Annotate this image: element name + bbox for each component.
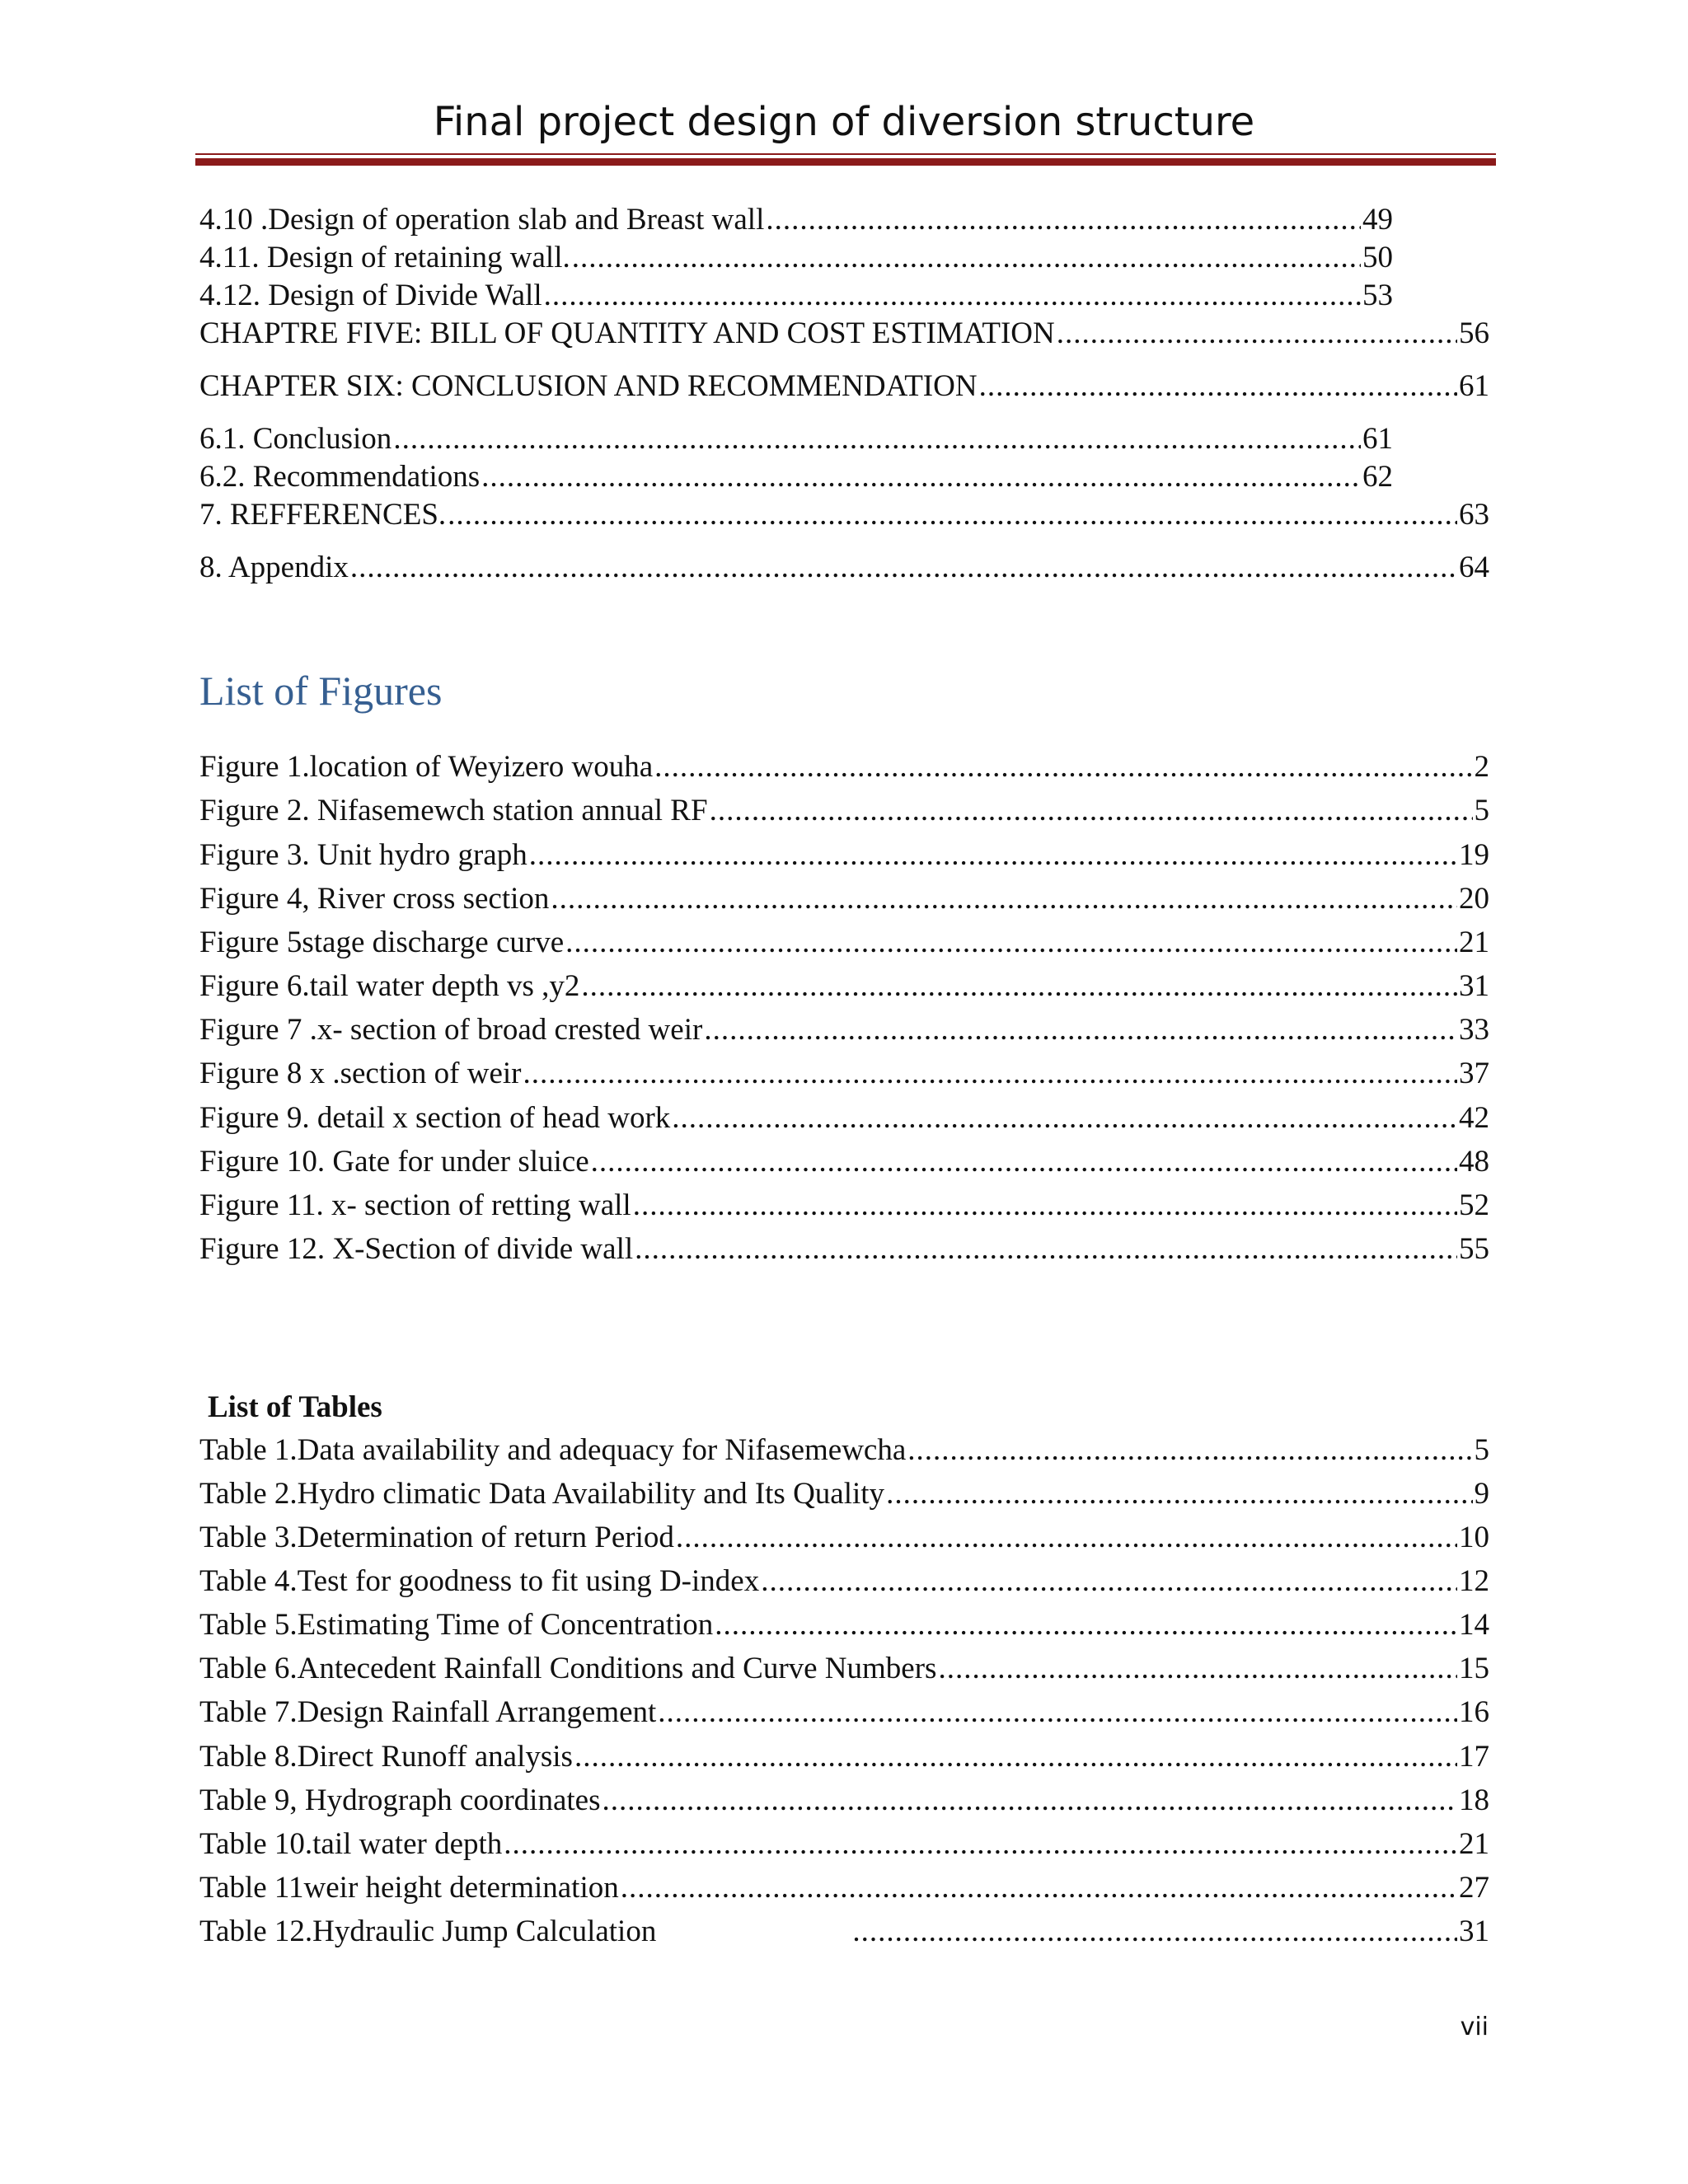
figure-entry-title: Figure 12. X-Section of divide wall xyxy=(199,1232,634,1266)
figure-entry-page: 5 xyxy=(1474,794,1489,827)
figure-entry[interactable] xyxy=(199,792,1489,830)
table-entry[interactable] xyxy=(199,1913,1489,1951)
table-entry-title: Table 6.Antecedent Rainfall Conditions and Curve Numbers xyxy=(199,1652,937,1685)
toc-entry[interactable] xyxy=(199,315,1489,353)
figure-entry[interactable] xyxy=(199,1055,1489,1093)
toc-entry-page: 50 xyxy=(1362,241,1393,274)
figure-entry-title: Figure 9. detail x section of head work xyxy=(199,1101,671,1135)
toc-entry[interactable] xyxy=(199,201,1393,239)
figure-entry-title: Figure 7 .x- section of broad crested weir xyxy=(199,1013,703,1047)
figure-entry-page: 21 xyxy=(1459,926,1489,959)
dot-leader xyxy=(715,1606,1457,1644)
toc-entry-page: 61 xyxy=(1459,369,1489,403)
table-entry-title: Table 4.Test for goodness to fit using D-index xyxy=(199,1564,760,1598)
dot-leader xyxy=(633,1187,1457,1225)
dot-leader xyxy=(393,420,1361,458)
table-entry-page: 12 xyxy=(1459,1564,1489,1598)
toc-entry-page: 63 xyxy=(1459,498,1489,532)
table-entry-title: Table 10.tail water depth xyxy=(199,1827,503,1861)
figure-entry-page: 2 xyxy=(1474,750,1489,784)
toc-entry[interactable] xyxy=(199,549,1489,587)
figure-entry[interactable] xyxy=(199,924,1489,962)
toc-entry[interactable] xyxy=(199,458,1393,496)
dot-leader xyxy=(907,1432,1472,1469)
dot-leader xyxy=(529,837,1457,874)
figure-entry[interactable] xyxy=(199,1011,1489,1049)
dot-leader xyxy=(523,1055,1457,1093)
toc-entry-page: 53 xyxy=(1362,279,1393,312)
table-entry-title: Table 1.Data availability and adequacy for Nifasemewcha xyxy=(199,1433,907,1467)
toc-entry-title: 4.11. Design of retaining wall. xyxy=(199,241,570,274)
page-number: vii xyxy=(1460,2013,1489,2041)
header-rule-thin xyxy=(195,153,1496,155)
table-entry-title: Table 11weir height determination xyxy=(199,1871,619,1905)
table-entry-page: 9 xyxy=(1474,1477,1489,1511)
table-entry-title: Table 8.Direct Runoff analysis xyxy=(199,1740,573,1774)
dot-leader xyxy=(676,1519,1457,1557)
toc-entry-title: 4.12. Design of Divide Wall xyxy=(199,279,542,312)
dot-leader xyxy=(654,748,1472,786)
table-entry[interactable] xyxy=(199,1825,1489,1863)
table-entry-title: Table 12.Hydraulic Jump Calculation xyxy=(199,1915,657,1948)
figure-entry[interactable] xyxy=(199,1187,1489,1225)
table-entry[interactable] xyxy=(199,1563,1489,1601)
table-entry[interactable] xyxy=(199,1606,1489,1644)
toc-entry[interactable] xyxy=(199,368,1489,405)
dot-leader xyxy=(551,880,1457,918)
table-entry[interactable] xyxy=(199,1869,1489,1907)
dot-leader xyxy=(852,1913,1457,1951)
dot-leader xyxy=(602,1782,1457,1820)
table-entry-page: 16 xyxy=(1459,1695,1489,1729)
dot-leader xyxy=(581,968,1457,1005)
figure-entry[interactable] xyxy=(199,968,1489,1005)
toc-entry-title: CHAPTER SIX: CONCLUSION AND RECOMMENDATION xyxy=(199,369,978,403)
dot-leader xyxy=(544,277,1361,315)
figure-entry-title: Figure 3. Unit hydro graph xyxy=(199,838,528,872)
dot-leader xyxy=(979,368,1457,405)
table-entry[interactable] xyxy=(199,1650,1489,1688)
toc-entry-title: 4.10 .Design of operation slab and Breast wall xyxy=(199,203,765,237)
dot-leader xyxy=(938,1650,1457,1688)
figure-entry-page: 37 xyxy=(1459,1057,1489,1090)
toc-entry-page: 62 xyxy=(1362,460,1393,494)
dot-leader xyxy=(658,1694,1457,1732)
figure-entry-title: Figure 2. Nifasemewch station annual RF xyxy=(199,794,708,827)
list-of-figures-heading: List of Figures xyxy=(199,668,443,714)
dot-leader xyxy=(761,1563,1457,1601)
table-entry-title: Table 2.Hydro climatic Data Availability and Its Quality xyxy=(199,1477,885,1511)
toc-entry-title: 7. REFFERENCES. xyxy=(199,498,447,532)
table-entry-page: 27 xyxy=(1459,1871,1489,1905)
toc-entry-page: 56 xyxy=(1459,316,1489,350)
toc-entry-title: 6.2. Recommendations xyxy=(199,460,481,494)
figure-entry-title: Figure 8 x .section of weir xyxy=(199,1057,522,1090)
toc-entry[interactable] xyxy=(199,239,1393,277)
figure-entry[interactable] xyxy=(199,1230,1489,1268)
toc-entry-title: 8. Appendix xyxy=(199,551,349,584)
toc-entry[interactable] xyxy=(199,496,1489,534)
table-entry-title: Table 9, Hydrograph coordinates xyxy=(199,1783,601,1817)
table-entry-title: Table 5.Estimating Time of Concentration xyxy=(199,1608,714,1642)
figure-entry[interactable] xyxy=(199,837,1489,874)
dot-leader xyxy=(591,1143,1457,1181)
toc-entry-page: 49 xyxy=(1362,203,1393,237)
dot-leader xyxy=(350,549,1457,587)
dot-leader xyxy=(565,924,1457,962)
dot-leader xyxy=(572,239,1361,277)
figure-entry-title: Figure 1.location of Weyizero wouha xyxy=(199,750,654,784)
figure-entry-title: Figure 11. x- section of retting wall xyxy=(199,1188,631,1222)
figure-entry[interactable] xyxy=(199,1143,1489,1181)
table-entry-page: 21 xyxy=(1459,1827,1489,1861)
table-entry-page: 14 xyxy=(1459,1608,1489,1642)
figure-entry-title: Figure 4, River cross section xyxy=(199,882,550,916)
figure-entry-page: 52 xyxy=(1459,1188,1489,1222)
figure-entry-page: 31 xyxy=(1459,969,1489,1003)
table-entry[interactable] xyxy=(199,1782,1489,1820)
table-entry-page: 5 xyxy=(1474,1433,1489,1467)
table-entry[interactable] xyxy=(199,1519,1489,1557)
figure-entry-title: Figure 5stage discharge curve xyxy=(199,926,565,959)
table-entry[interactable] xyxy=(199,1432,1489,1469)
dot-leader xyxy=(704,1011,1457,1049)
table-entry[interactable] xyxy=(199,1475,1489,1513)
toc-entry-title: 6.1. Conclusion xyxy=(199,422,392,456)
dot-leader xyxy=(621,1869,1457,1907)
dot-leader xyxy=(886,1475,1472,1513)
figure-entry[interactable] xyxy=(199,1099,1489,1137)
list-of-tables-heading: List of Tables xyxy=(208,1390,382,1424)
figure-entry[interactable] xyxy=(199,880,1489,918)
figure-entry-page: 48 xyxy=(1459,1145,1489,1179)
table-entry-page: 17 xyxy=(1459,1740,1489,1774)
dot-leader xyxy=(448,496,1457,534)
table-entry-title: Table 3.Determination of return Period xyxy=(199,1521,674,1554)
toc-entry[interactable] xyxy=(199,277,1393,315)
figure-entry-page: 42 xyxy=(1459,1101,1489,1135)
figure-entry-title: Figure 6.tail water depth vs ,y2 xyxy=(199,969,580,1003)
figure-entry[interactable] xyxy=(199,748,1489,786)
dot-leader xyxy=(1057,315,1457,353)
figure-entry-page: 55 xyxy=(1459,1232,1489,1266)
table-entry-page: 10 xyxy=(1459,1521,1489,1554)
table-entry[interactable] xyxy=(199,1738,1489,1776)
figure-entry-title: Figure 10. Gate for under sluice xyxy=(199,1145,589,1179)
figure-entry-page: 19 xyxy=(1459,838,1489,872)
figure-entry-page: 33 xyxy=(1459,1013,1489,1047)
page-header-title: Final project design of diversion structure xyxy=(433,99,1255,145)
table-entry-page: 15 xyxy=(1459,1652,1489,1685)
dot-leader xyxy=(504,1825,1457,1863)
dot-leader xyxy=(672,1099,1457,1137)
toc-entry[interactable] xyxy=(199,420,1393,458)
table-entry[interactable] xyxy=(199,1694,1489,1732)
header-rule-thick xyxy=(195,158,1496,166)
dot-leader xyxy=(710,792,1473,830)
toc-entry-page: 64 xyxy=(1459,551,1489,584)
table-entry-page: 18 xyxy=(1459,1783,1489,1817)
toc-entry-title: CHAPTRE FIVE: BILL OF QUANTITY AND COST ESTIMATION xyxy=(199,316,1055,350)
table-entry-title: Table 7.Design Rainfall Arrangement xyxy=(199,1695,657,1729)
table-entry-page: 31 xyxy=(1459,1915,1489,1948)
dot-leader xyxy=(574,1738,1457,1776)
toc-entry-page: 61 xyxy=(1362,422,1393,456)
dot-leader xyxy=(766,201,1361,239)
dot-leader xyxy=(635,1230,1457,1268)
dot-leader xyxy=(481,458,1361,496)
figure-entry-page: 20 xyxy=(1459,882,1489,916)
